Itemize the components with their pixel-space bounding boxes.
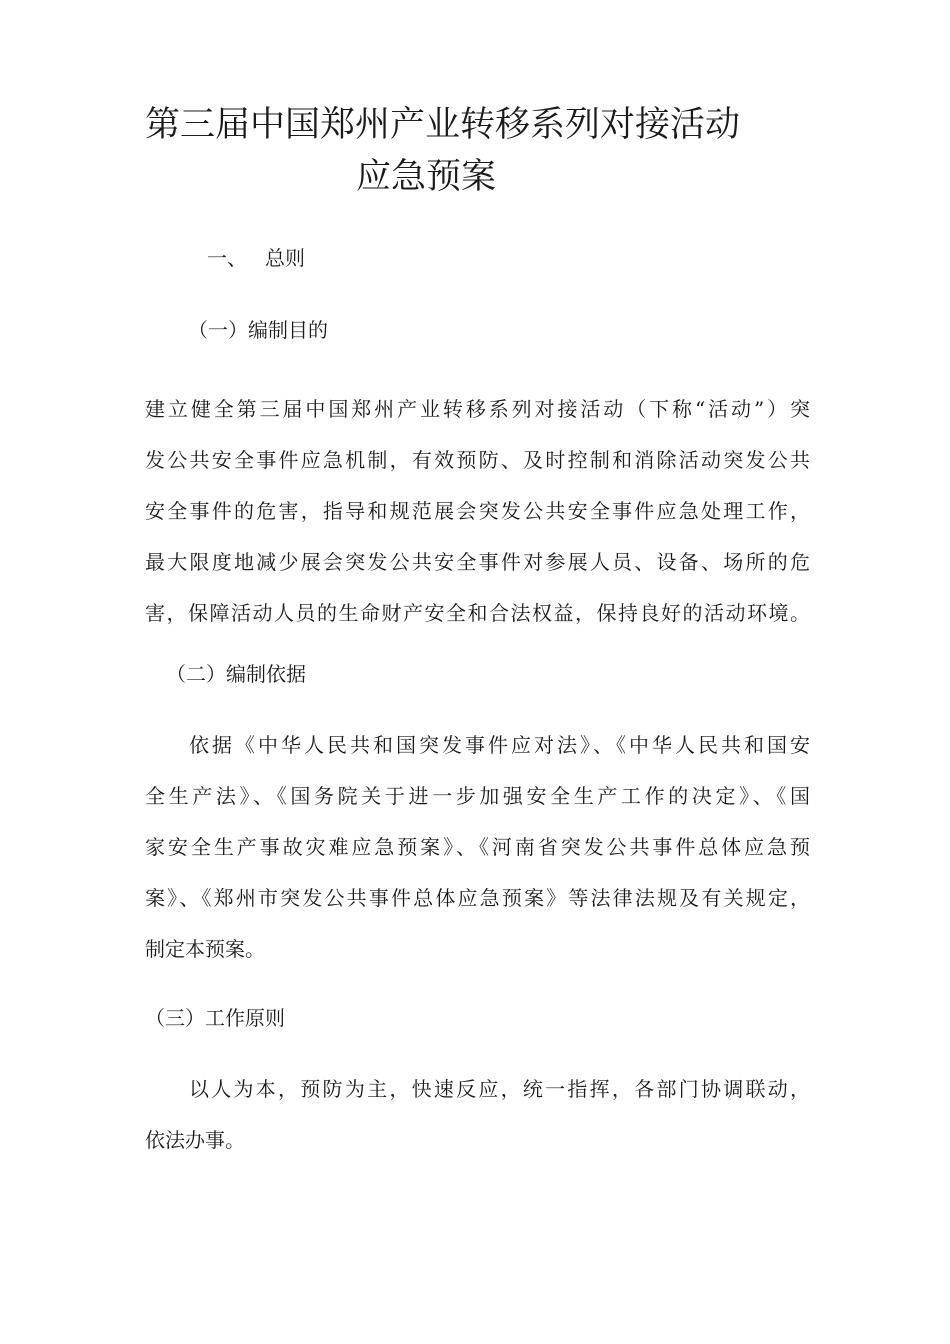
paragraph-principles (145, 1064, 810, 1166)
paragraph-line: 全生产法》、《国务院关于进一步加强安全生产工作的决定》、《国 (145, 784, 810, 808)
subsection-heading-basis: （二）编制依据 (166, 662, 306, 686)
paragraph-line: 以人为本，预防为主，快速反应，统一指挥，各部门协调联动， (189, 1077, 810, 1101)
paragraph-line: 依据《中华人民共和国突发事件应对法》、《中华人民共和国安 (189, 733, 810, 757)
paragraph-line: 害，保障活动人员的生命财产安全和合法权益，保持良好的活动环境。 (145, 601, 810, 625)
paragraph-purpose (145, 384, 810, 639)
paragraph-line: 制定本预案。 (145, 937, 265, 961)
paragraph-line: 家安全生产事故灾难应急预案》、《河南省突发公共事件总体应急预 (145, 835, 810, 859)
paragraph-line: 依法办事。 (145, 1128, 245, 1152)
section-title: 总则 (265, 246, 305, 270)
paragraph-basis (145, 720, 810, 975)
paragraph-line: 案》、《郑州市突发公共事件总体应急预案》等法律法规及有关规定， (145, 886, 810, 910)
subsection-heading-purpose: （一）编制目的 (188, 318, 328, 342)
paragraph-line: 安全事件的危害，指导和规范展会突发公共安全事件应急处理工作， (145, 499, 810, 523)
document-title-line-2: 应急预案 (356, 157, 497, 197)
paragraph-line: 发公共安全事件应急机制，有效预防、及时控制和消除活动突发公共 (145, 448, 810, 472)
paragraph-line: 最大限度地减少展会突发公共安全事件对参展人员、设备、场所的危 (145, 550, 810, 574)
document-title-line-1: 第三届中国郑州产业转移系列对接活动 (145, 105, 741, 145)
paragraph-line: 建立健全第三届中国郑州产业转移系列对接活动（下称“活动”）突 (145, 397, 810, 421)
subsection-heading-principles: （三）工作原则 (145, 1006, 285, 1030)
section-number: 一、 (207, 246, 247, 270)
section-heading-general (207, 245, 305, 271)
